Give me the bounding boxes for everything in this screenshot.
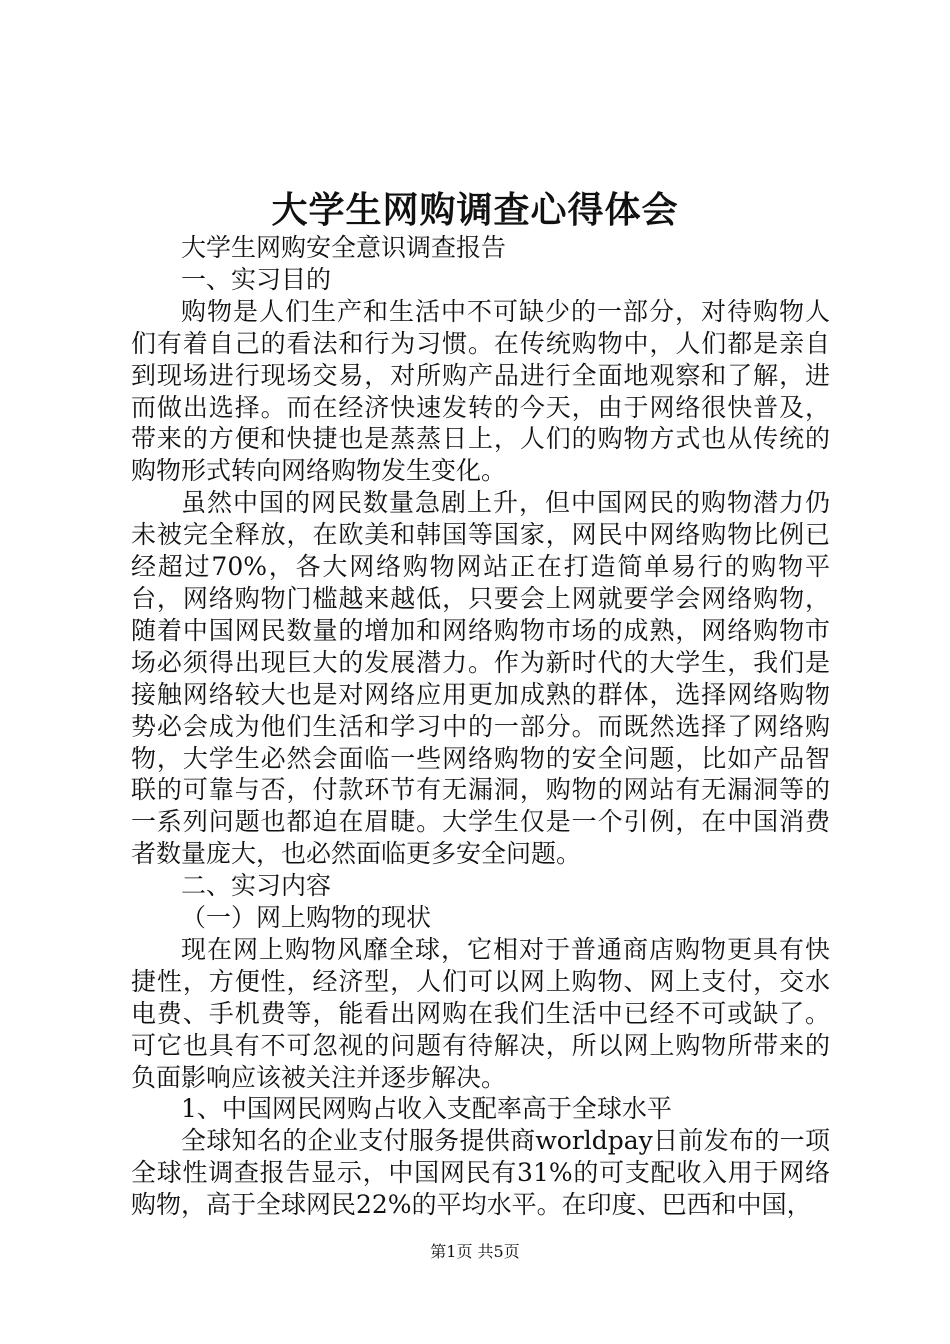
subsection-heading-status: （一）网上购物的现状 xyxy=(181,903,432,933)
document-title: 大学生网购调查心得体会 xyxy=(271,189,679,231)
document-body xyxy=(131,232,830,1221)
paragraph: 虽然中国的网民数量急剧上升，但中国网民的购物潜力仍未被完全释放，在欧美和韩国等国家，网民中网络购物比例已经超过70%，各大网络购物网站正在打造简单易行的购物平台，网络购物门槛越来越低，只要会上网就要学会网络购物，随着中国网民数量的增加和网络购物市场的成熟，网络购物市场必须得出现巨大的发展潜力。作为新时代的大学生，我们是接触网络较大也是对网络应用更加成熟的群体，选择网络购物势必会成为他们生活和学习中的一部分。而既然选择了网络购物，大学生必然会面临一些网络购物的安全问题，比如产品智联的可靠与否，付款环节有无漏洞，购物的网站有无漏洞等的一系列问题也都迫在眉睫。大学生仅是一个引例，在中国消费者数量庞大，也必然面临更多安全问题。 xyxy=(131,488,830,869)
page-number-footer: 第1页 共5页 xyxy=(430,1242,520,1261)
section-heading-content: 二、实习内容 xyxy=(181,871,332,901)
subsection-heading-income: 1、中国网民网购占收入支配率高于全球水平 xyxy=(181,1094,672,1124)
paragraph: 购物是人们生产和生活中不可缺少的一部分，对待购物人们有着自己的看法和行为习惯。在传统购物中，人们都是亲自到现场进行现场交易，对所购产品进行全面地观察和了解，进而做出选择。而在经济快速发转的今天，由于网络很快普及，带来的方便和快捷也是蒸蒸日上，人们的购物方式也从传统的购物形式转向网络购物发生变化。 xyxy=(131,296,830,486)
section-heading-purpose: 一、实习目的 xyxy=(181,264,332,294)
paragraph: 全球知名的企业支付服务提供商worldpay日前发布的一项全球性调查报告显示，中国网民有31%的可支配收入用于网络购物，高于全球网民22%的平均水平。在印度、巴西和中国， xyxy=(131,1126,830,1220)
paragraph: 现在网上购物风靡全球，它相对于普通商店购物更具有快捷性，方便性，经济型，人们可以网上购物、网上支付，交水电费、手机费等，能看出网购在我们生活中已经不可或缺了。可它也具有不可忽视的问题有待解决，所以网上购物所带来的负面影响应该被关注并逐步解决。 xyxy=(131,934,830,1092)
report-subtitle: 大学生网购安全意识调查报告 xyxy=(181,233,507,262)
